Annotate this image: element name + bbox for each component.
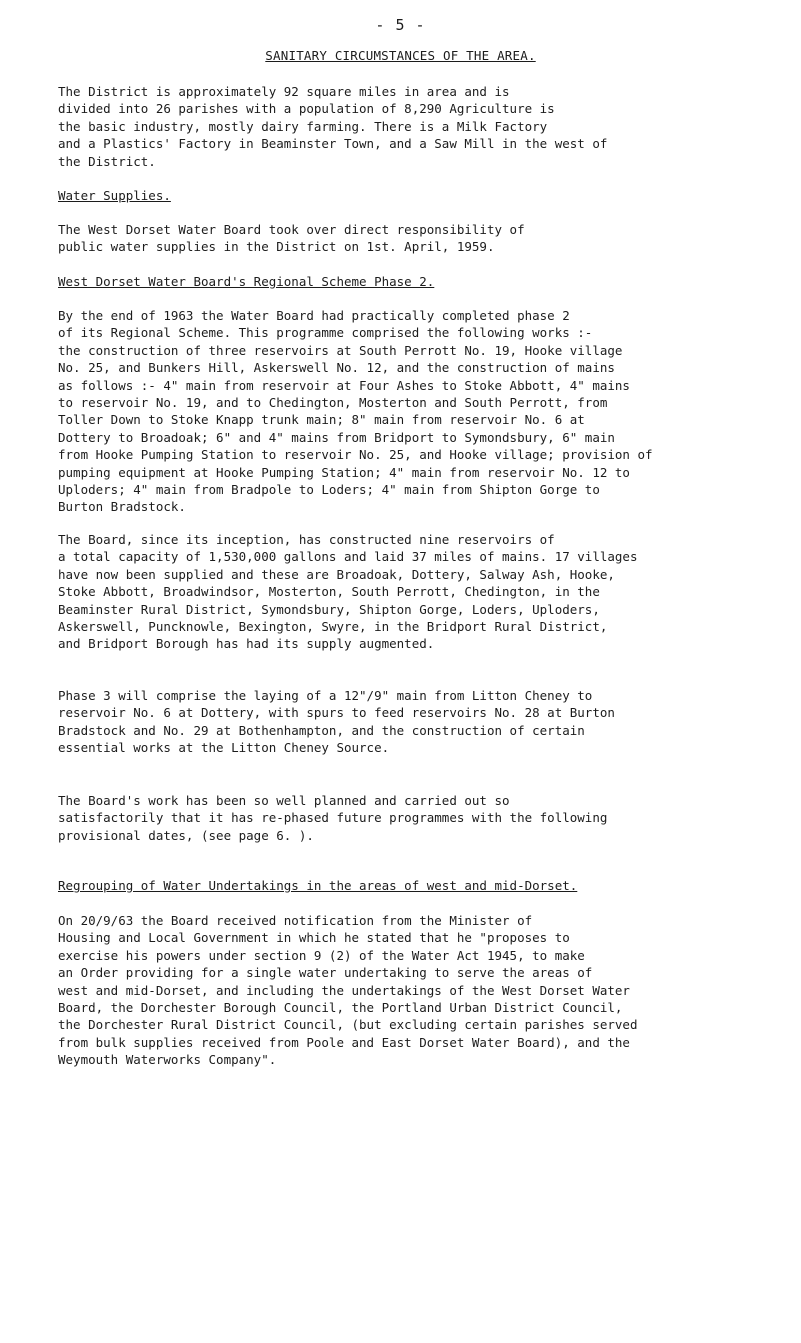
regrouping-heading: Regrouping of Water Undertakings in the areas of west and mid-Dorset. [58, 878, 578, 893]
page-title: SANITARY CIRCUMSTANCES OF THE AREA. [265, 48, 536, 63]
phase-three-paragraph: Phase 3 will comprise the laying of a 12"/9" main from Litton Cheney to reservoir No. 6 at Dottery, with spurs to feed reservoirs No. 28 at Burton Bradstock and No. 29 at Bothenhampton, and the construction of certain essential works at the Litton Cheney Source. [58, 688, 615, 756]
intro-paragraph: The District is approximately 92 square miles in area and is divided into 26 parishes with a population of 8,290 Agriculture is the basic industry, mostly dairy farming. There is a Milk Factory and a Plastics' Factory in Beaminster Town, and a Saw Mill in the west of the District. [58, 84, 608, 169]
page-number: - 5 - [375, 16, 426, 34]
regional-scheme-paragraph: By the end of 1963 the Water Board had practically completed phase 2 of its Regional Scheme. This programme comprised the following works :- the construction of three reservoirs at South Perrott No. 19, Hooke village No. 25, and Bunkers Hill, Askerswell No. 12, and the construction of mains as follows :- 4" main from reservoir at Four Ashes to Stoke Abbott, 4" mains to reservoir No. 19, and to Chedington, Mosterton and South Perrott, from Toller Down to Stoke Knapp trunk main; 8" main from reservoir No. 6 at Dottery to Broadoak; 6" and 4" mains from Bridport to Symondsbury, 6" main from Hooke Pumping Station to reservoir No. 25, and Hooke village; provision of pumping equipment at Hooke Pumping Station; 4" main from reservoir No. 12 to Uploders; 4" main from Bradpole to Loders; 4" main from Shipton Gorge to Burton Bradstock. [58, 308, 653, 515]
rephasing-paragraph: The Board's work has been so well planned and carried out so satisfactorily that it has re-phased future programmes with the following provisional dates, (see page 6. ). [58, 793, 608, 843]
board-achievements-paragraph: The Board, since its inception, has constructed nine reservoirs of a total capacity of 1,530,000 gallons and laid 37 miles of mains. 17 villages have now been supplied and these are Broadoak, Dottery, Salway Ash, Hooke, Stoke Abbott, Broadwindsor, Mosterton, South Perrott, Chedington, in the Beaminster Rural District, Symondsbury, Shipton Gorge, Loders, Uploders, Askerswell, Puncknowle, Bexington, Swyre, in the Bridport Rural District, and Bridport Borough has had its supply augmented. [58, 532, 638, 652]
water-supplies-paragraph: The West Dorset Water Board took over direct responsibility of public water supplies in the District on 1st. April, 1959. [58, 222, 525, 255]
regional-scheme-heading: West Dorset Water Board's Regional Scheme Phase 2. [58, 274, 435, 289]
regrouping-paragraph: On 20/9/63 the Board received notification from the Minister of Housing and Local Government in which he stated that he "proposes to exercise his powers under section 9 (2) of the Water Act 1945, to make an Order providing for a single water undertaking to serve the areas of west and mid-Dorset, and including the undertakings of the West Dorset Water Board, the Dorchester Borough Council, the Portland Urban District Council, the Dorchester Rural District Council, (but excluding certain parishes served from bulk supplies received from Poole and East Dorset Water Board), and the Weymouth Waterworks Company". [58, 913, 638, 1068]
water-supplies-heading: Water Supplies. [58, 188, 171, 203]
